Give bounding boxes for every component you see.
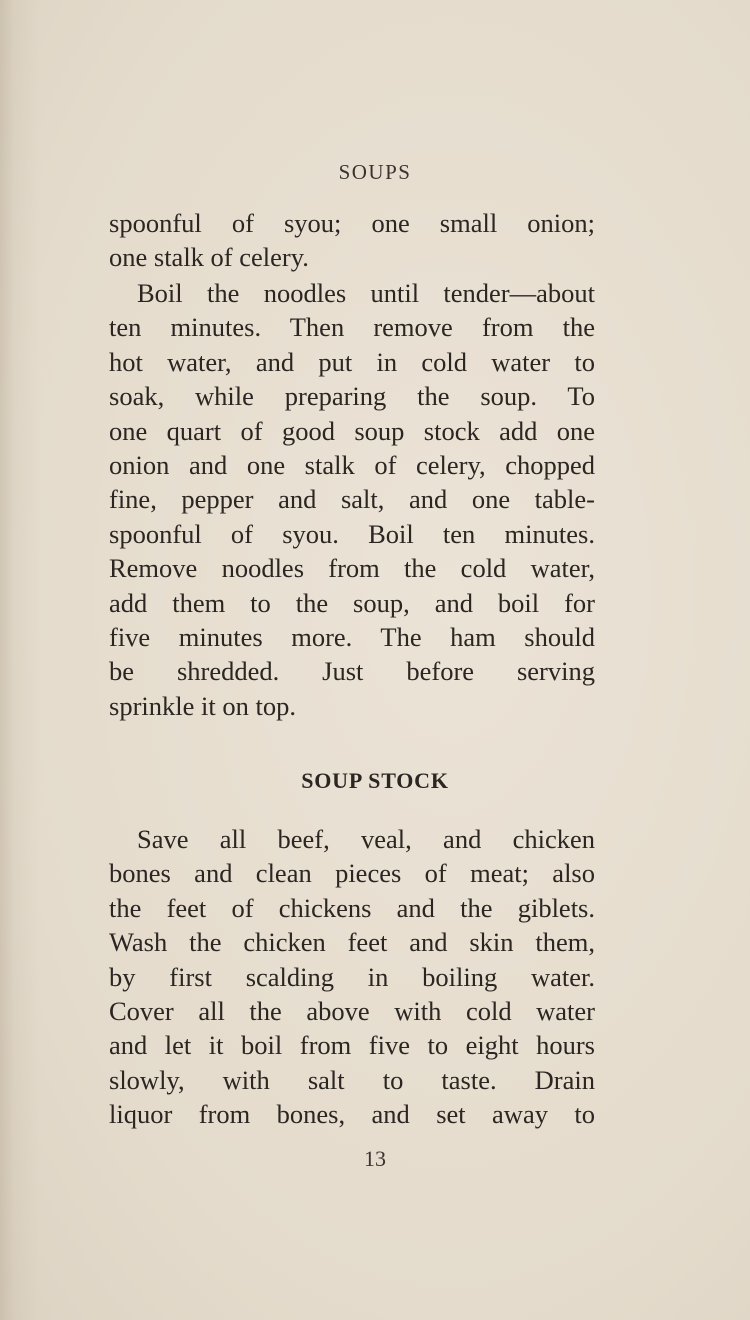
text-line: Remove noodles from the cold water, bbox=[109, 553, 595, 584]
text-line: Cover all the above with cold water bbox=[109, 995, 595, 1026]
text-line: slowly, with salt to taste. Drain bbox=[109, 1064, 595, 1095]
text-line: sprinkle it on top. bbox=[109, 690, 296, 721]
page-number: 13 bbox=[364, 1146, 386, 1171]
section-heading: SOUP STOCK bbox=[301, 768, 449, 793]
text-line: spoonful of syou; one small onion; bbox=[109, 208, 595, 238]
text-line: soak, while preparing the soup. To bbox=[109, 381, 595, 412]
text-line: be shredded. Just before serving bbox=[109, 656, 595, 687]
text-line: Save all beef, veal, and chicken bbox=[137, 824, 595, 854]
text-line: Boil the noodles until tender—about bbox=[137, 278, 595, 308]
text-line: one stalk of celery. bbox=[109, 242, 309, 273]
text-line: fine, pepper and salt, and one table- bbox=[109, 484, 595, 515]
paragraph-noodle-instructions bbox=[109, 276, 595, 723]
text-line: and let it boil from five to eight hours bbox=[109, 1030, 595, 1061]
text-line: spoonful of syou. Boil ten minutes. bbox=[109, 518, 595, 549]
text-line: one quart of good soup stock add one bbox=[109, 415, 595, 446]
text-line: add them to the soup, and boil for bbox=[109, 587, 595, 618]
text-line: liquor from bones, and set away to bbox=[109, 1099, 595, 1130]
text-line: by first scalding in boiling water. bbox=[109, 961, 595, 992]
text-line: bones and clean pieces of meat; also bbox=[109, 858, 595, 889]
text-line: ten minutes. Then remove from the bbox=[109, 312, 595, 343]
text-line: Wash the chicken feet and skin them, bbox=[109, 927, 595, 958]
paragraph-soup-stock bbox=[109, 822, 595, 1132]
paragraph-continuation bbox=[109, 206, 595, 275]
running-head: SOUPS bbox=[338, 160, 412, 184]
text-line: onion and one stalk of celery, chopped bbox=[109, 449, 595, 480]
text-line: the feet of chickens and the giblets. bbox=[109, 892, 595, 923]
text-line: five minutes more. The ham should bbox=[109, 621, 595, 652]
text-line: hot water, and put in cold water to bbox=[109, 346, 595, 377]
